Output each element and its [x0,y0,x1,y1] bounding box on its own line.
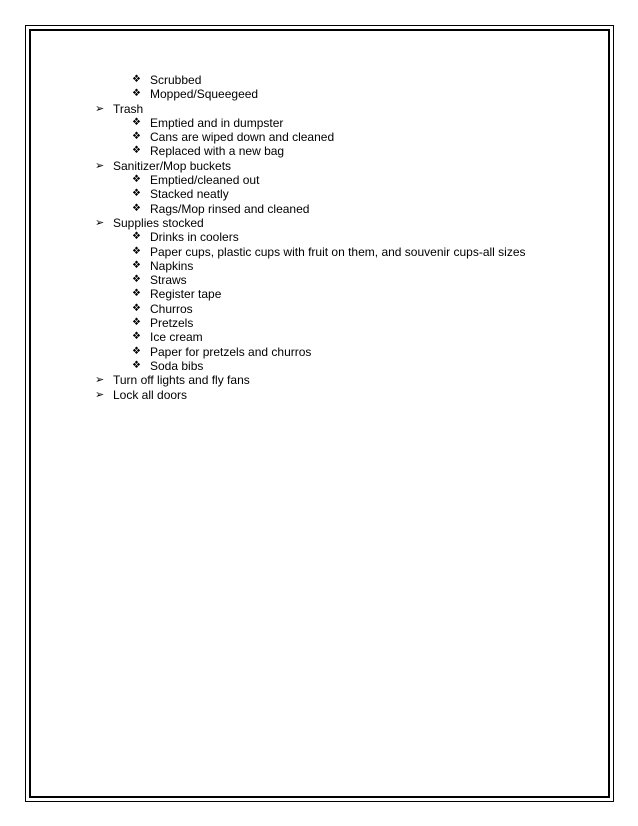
diamond-bullet-icon: ❖ [132,174,141,186]
arrow-bullet-icon: ➢ [95,374,105,387]
item-text: Churros [150,301,193,316]
checklist-subitem [0,259,638,273]
item-text: Mopped/Squeegeed [150,87,259,102]
item-text: Paper for pretzels and churros [150,344,312,359]
checklist-subitem [0,287,638,301]
item-text: Scrubbed [150,73,202,87]
checklist-item [0,159,638,173]
checklist-subitem [0,359,638,373]
checklist-item [0,216,638,230]
diamond-bullet-icon: ❖ [132,145,141,157]
item-text: Lock all doors [113,387,188,402]
checklist-subitem [0,302,638,316]
item-text: Emptied/cleaned out [150,173,260,188]
item-text: Napkins [150,258,194,273]
checklist-subitem [0,144,638,158]
checklist-subitem [0,330,638,344]
item-text: Stacked neatly [150,187,229,202]
item-text: Rags/Mop rinsed and cleaned [150,201,310,216]
item-text: Sanitizer/Mop buckets [113,158,232,173]
diamond-bullet-icon: ❖ [132,131,141,143]
diamond-bullet-icon: ❖ [132,302,141,314]
diamond-bullet-icon: ❖ [132,74,141,85]
checklist [0,73,638,402]
item-text: Turn off lights and fly fans [113,373,250,388]
checklist-subitem [0,345,638,359]
diamond-bullet-icon: ❖ [132,231,141,243]
checklist-subitem [0,87,638,101]
item-text: Emptied and in dumpster [150,115,284,130]
item-text: Supplies stocked [113,215,204,230]
item-text: Soda bibs [150,358,204,373]
item-text: Paper cups, plastic cups with fruit on them, and souvenir cups-all sizes [150,244,526,259]
diamond-bullet-icon: ❖ [132,116,141,128]
item-text: Pretzels [150,316,194,331]
arrow-bullet-icon: ➢ [95,388,105,401]
checklist-subitem [0,73,638,87]
diamond-bullet-icon: ❖ [132,202,141,214]
checklist-subitem [0,130,638,144]
checklist-item [0,102,638,116]
checklist-subitem [0,230,638,244]
item-text: Straws [150,273,187,288]
diamond-bullet-icon: ❖ [132,317,141,329]
checklist-item [0,373,638,387]
diamond-bullet-icon: ❖ [132,88,141,100]
diamond-bullet-icon: ❖ [132,288,141,300]
item-text: Trash [113,101,144,116]
checklist-subitem [0,316,638,330]
checklist-subitem [0,116,638,130]
item-text: Cans are wiped down and cleaned [150,130,335,145]
item-text: Replaced with a new bag [150,144,285,159]
checklist-subitem [0,273,638,287]
diamond-bullet-icon: ❖ [132,274,141,286]
item-text: Ice cream [150,330,203,345]
checklist-subitem [0,173,638,187]
item-text: Drinks in coolers [150,230,239,245]
diamond-bullet-icon: ❖ [132,245,141,257]
diamond-bullet-icon: ❖ [132,359,141,371]
diamond-bullet-icon: ❖ [132,345,141,357]
diamond-bullet-icon: ❖ [132,259,141,271]
checklist-subitem [0,245,638,259]
item-text: Register tape [150,287,222,302]
diamond-bullet-icon: ❖ [132,331,141,343]
arrow-bullet-icon: ➢ [95,216,105,229]
checklist-subitem [0,202,638,216]
diamond-bullet-icon: ❖ [132,188,141,200]
checklist-subitem [0,187,638,201]
checklist-item [0,388,638,402]
arrow-bullet-icon: ➢ [95,102,105,115]
arrow-bullet-icon: ➢ [95,159,105,172]
